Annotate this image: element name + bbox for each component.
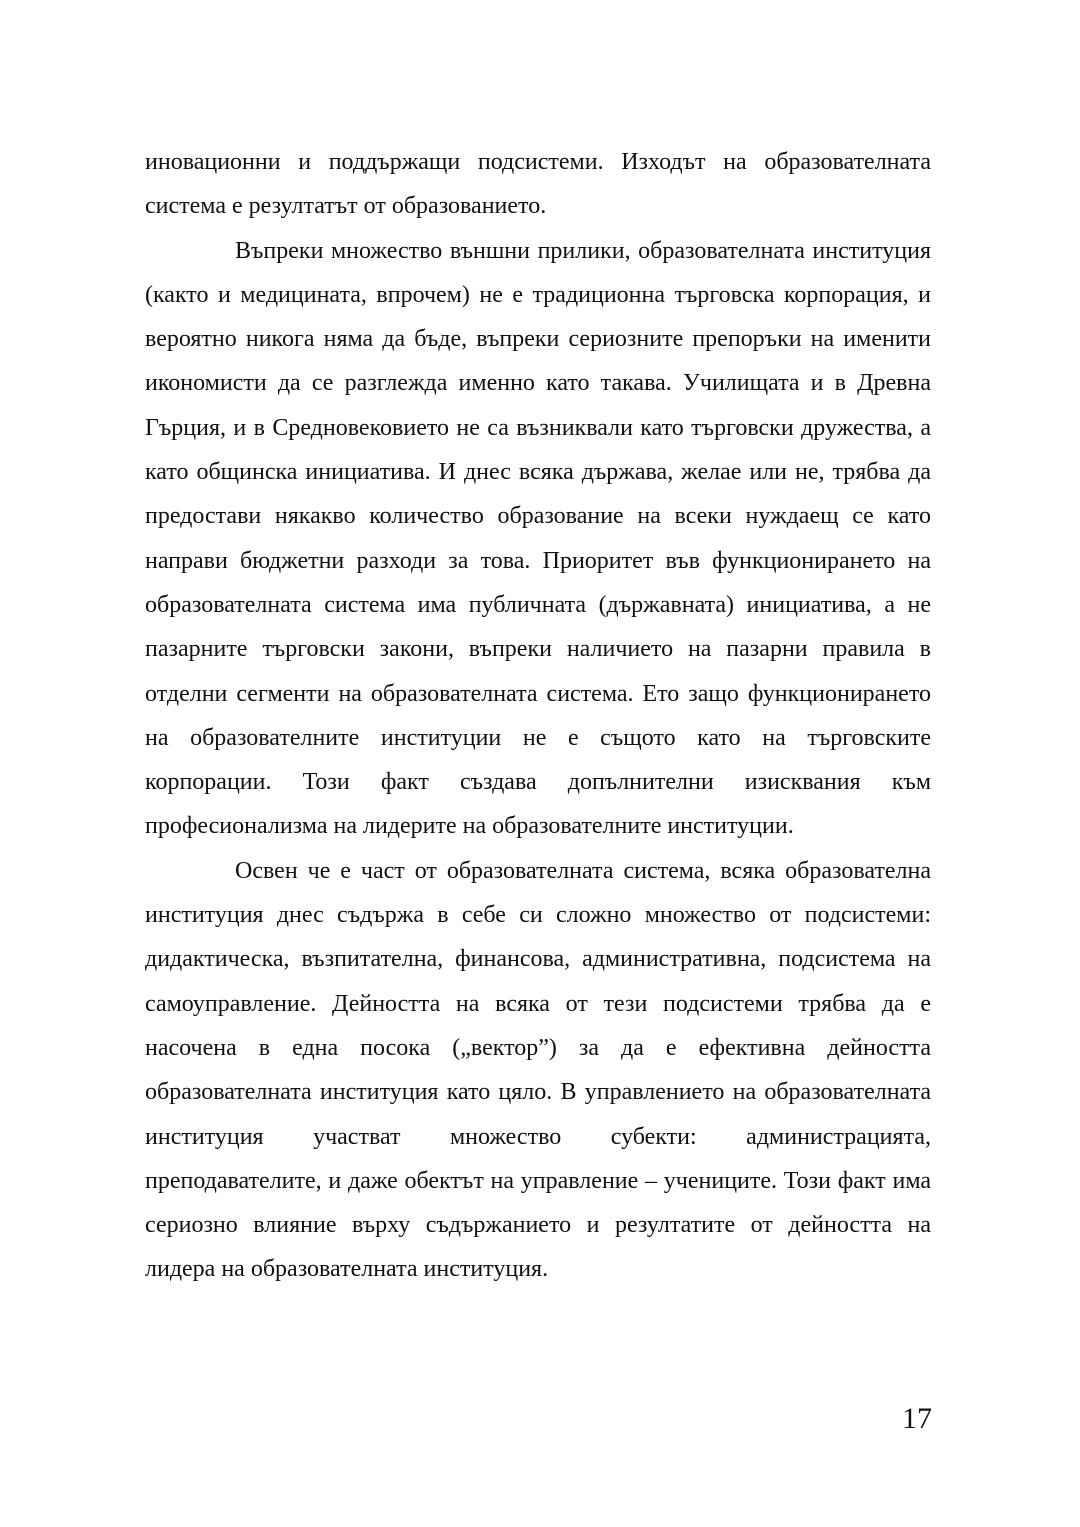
page-number: 17 <box>902 1402 932 1435</box>
paragraph-3: Освен че е част от образователната система, всяка образователна институция днес съдържа в себе си сложно множество от подсистеми: дидактическа, възпитателна, финансова, административна, подсистема на самоуправление. Дейността на всяка от тези подсистеми трябва да е насочена в една посока („вектор”) за да е ефективна дейността образователната институция като цяло. В управлението на образователната институция участват множество субекти: администрацията, преподавателите, и даже обектът на управление – учениците. Този факт има сериозно влияние върху съдържанието и резултатите от дейността на лидера на образователната институция. <box>145 857 931 1283</box>
paragraph-2: Въпреки множество външни прилики, образователната институция (както и медицината, впрочем) не е традиционна търговска корпорация, и вероятно никога няма да бъде, въпреки сериозните препоръки на именити икономисти да се разглежда именно като такава. Училищата и в Древна Гърция, и в Средновековието не са възниквали като търговски дружества, а като общинска инициатива. И днес всяка държава, желае или не, трябва да предостави някакво количество образование на всеки нуждаещ се като направи бюджетни разходи за това. Приоритет във функционирането на образователната система има публичната (държавната) инициатива, а не пазарните търговски закони, въпреки наличието на пазарни правила в отделни сегменти на образователната система. Ето защо функционирането на образователните институции не е същото като на търговските корпорации. Този факт създава допълнителни изисквания към професионализма на лидерите на образователните институции. <box>145 237 931 840</box>
paragraph-1: иновационни и поддържащи подсистеми. Изходът на образователната система е резултатът от образованието. <box>145 149 931 220</box>
page-body <box>145 140 931 1292</box>
